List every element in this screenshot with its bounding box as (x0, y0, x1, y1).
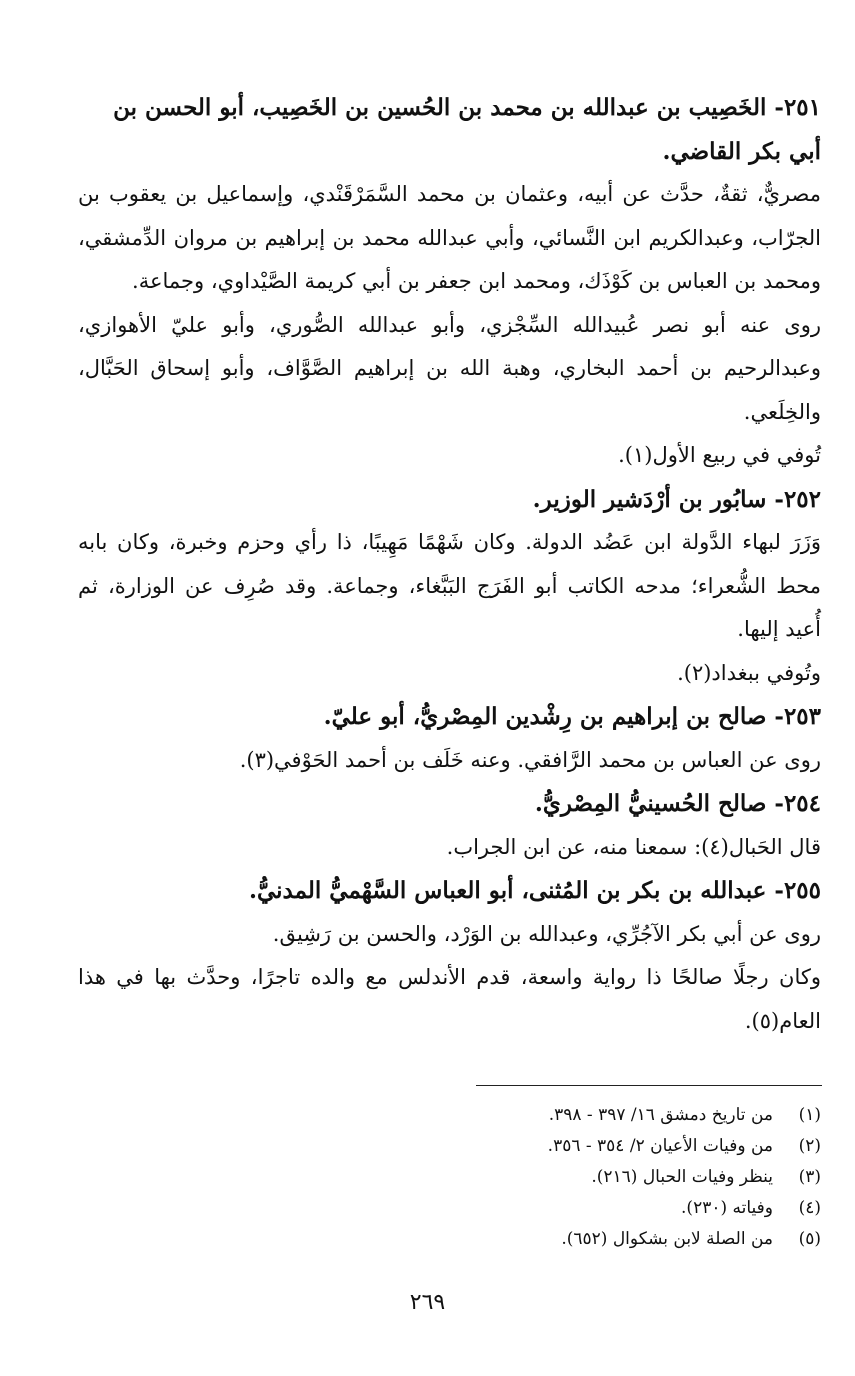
entry-paragraph: تُوفي في ربيع الأول(١). (618, 443, 821, 467)
footnote-text: وفياته (٢٣٠). (681, 1198, 773, 1218)
entry-paragraph: وَزَرَ لبهاء الدَّولة ابن عَضُد الدولة. وكان شَهْمًا مَهِيبًا، ذا رأي وحزم وخبرة، وكان بابه محط الشُّعراء؛ مدحه الكاتب أبو الفَرَج البَبَّغاء، وجماعة. وقد صُرِف عن الوزارة، ثم أُعيد إليها. (78, 530, 821, 641)
footnote-number: (١) (798, 1105, 821, 1125)
entry-paragraph: روى عن أبي بكر الآجُرِّي، وعبدالله بن الوَرْد، والحسن بن رَشِيق. (272, 921, 821, 946)
entry-252 (78, 478, 821, 696)
entry-paragraph: وتُوفي ببغداد(٢). (677, 660, 821, 685)
entry-paragraph: روى عنه أبو نصر عُبيدالله السِّجْزي، وأبو عبدالله الصُّوري، وأبو عليّ الأهوازي، وعبدالرحيم بن أحمد البخاري، وهبة الله بن إبراهيم الصَّوَّاف، وأبو إسحاق الحَبَّال، والخِلَعي. (78, 312, 821, 424)
footnote-number: (٥) (798, 1229, 821, 1249)
footnote (401, 1162, 821, 1193)
footnote-number: (٤) (798, 1198, 821, 1218)
footnote-number: (٣) (798, 1167, 821, 1187)
entry-heading: ٢٥٣- صالح بن إبراهيم بن رِشْدين المِصْريُّ، أبو عليّ. (323, 703, 821, 730)
entry-255 (78, 869, 821, 1043)
footnote-number: (٢) (798, 1136, 821, 1156)
footnote (401, 1100, 821, 1131)
entry-253 (78, 695, 821, 782)
footnote-text: من الصلة لابن بشكوال (٦٥٢). (561, 1229, 773, 1249)
footnote (401, 1193, 821, 1224)
main-text (78, 86, 821, 1043)
footnote (401, 1224, 821, 1255)
footnotes (401, 1100, 821, 1255)
entry-heading: ٢٥١- الخَصِيب بن عبدالله بن محمد بن الحُسين بن الخَصِيب، أبو الحسن بن أبي بكر القاضي. (113, 94, 821, 165)
entry-paragraph: روى عن العباس بن محمد الرَّافقي. وعنه خَلَف بن أحمد الحَوْفي(٣). (239, 747, 821, 772)
entry-paragraph: وكان رجلًا صالحًا ذا رواية واسعة، قدم الأندلس مع والده تاجرًا، وحدَّث بها في هذا العام(٥). (78, 965, 821, 1033)
footnote-text: من تاريخ دمشق ١٦/ ٣٩٧ - ٣٩٨. (548, 1105, 773, 1125)
entry-heading: ٢٥٢- سابُور بن أرْدَشير الوزير. (532, 485, 821, 513)
entry-254 (78, 782, 821, 869)
page-number: ٢٦٩ (409, 1290, 446, 1315)
entry-paragraph: مصريٌّ، ثقةٌ، حدَّث عن أبيه، وعثمان بن محمد السَّمَرْقَنْدي، وإسماعيل بن يعقوب بن الجرّاب، وعبدالكريم ابن النَّسائي، وأبي عبدالله محمد بن إبراهيم بن مروان الدِّمشقي، ومحمد بن العباس بن كَوْذَك، ومحمد ابن جعفر بن أبي كريمة الصَّيْداوي، وجماعة. (78, 182, 821, 293)
footnote-text: ينظر وفيات الحبال (٢١٦). (591, 1167, 773, 1187)
entry-paragraph: قال الحَبال(٤): سمعنا منه، عن ابن الجراب. (446, 834, 821, 859)
entry-heading: ٢٥٤- صالح الحُسينيُّ المِصْريُّ. (534, 790, 821, 817)
footnote-text: من وفيات الأعيان ٢/ ٣٥٤ - ٣٥٦. (547, 1136, 773, 1156)
footnote (401, 1131, 821, 1162)
entry-251 (78, 86, 821, 478)
entry-heading: ٢٥٥- عبدالله بن بكر بن المُثنى، أبو العباس السَّهْميُّ المدنيُّ. (248, 877, 821, 904)
footnote-divider (476, 1085, 822, 1086)
